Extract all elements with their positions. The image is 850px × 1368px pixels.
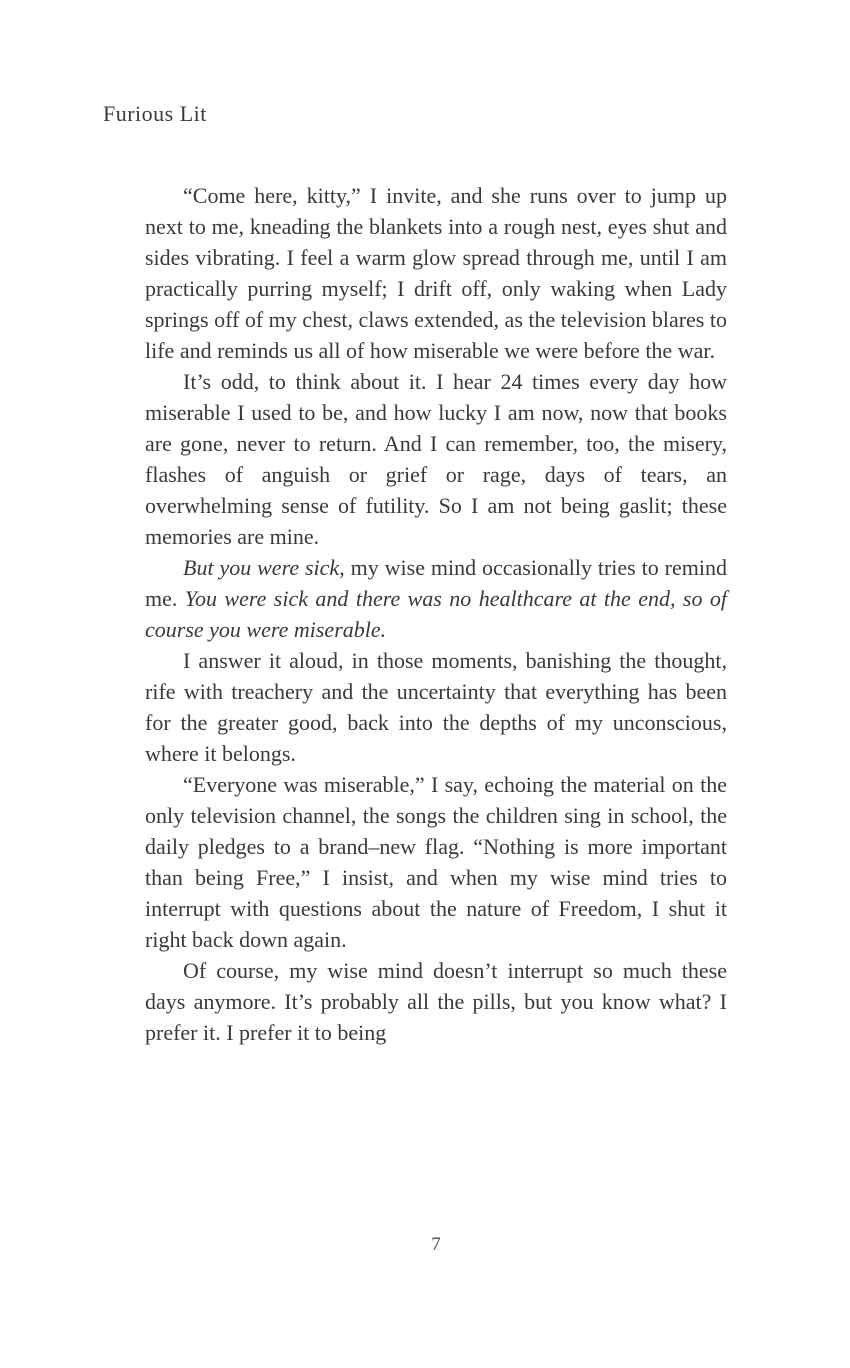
paragraph [145, 645, 727, 769]
paragraph-text: , my wise mind occasionally tries to remind me. [145, 555, 727, 611]
paragraph [145, 955, 727, 1048]
paragraph-text: “Come here, kitty,” I invite, and she runs over to jump up next to me, kneading the blankets into a rough nest, eyes shut and sides vibrating. I feel a warm glow spread through me, until I am practically purring myself; I drift off, only waking when Lady springs off of my chest, claws extended, as the television blares to life and reminds us all of how miserable we were before the war. [145, 183, 727, 363]
body-text [145, 180, 727, 1048]
paragraph [145, 552, 727, 645]
paragraph-text: It’s odd, to think about it. I hear 24 times every day how miserable I used to be, and how lucky I am now, now that books are gone, never to return. And I can remember, too, the misery, flashes of anguish or grief or rage, days of tears, an overwhelming sense of futility. So I am not being gaslit; these memories are mine. [145, 369, 727, 549]
paragraph-text: Of course, my wise mind doesn’t interrupt so much these days anymore. It’s probably all the pills, but you know what? I prefer it. I prefer it to being [145, 958, 727, 1045]
paragraph [145, 180, 727, 366]
paragraph-text-italic: You were sick and there was no healthcare at the end, so of course you were miserable. [145, 586, 727, 642]
paragraph-text-italic: But you were sick [183, 555, 340, 580]
paragraph [145, 366, 727, 552]
running-header: Furious Lit [103, 101, 207, 126]
page-number: 7 [431, 1234, 441, 1255]
paragraph [145, 769, 727, 955]
paragraph-text: I answer it aloud, in those moments, banishing the thought, rife with treachery and the uncertainty that everything has been for the greater good, back into the depths of my unconscious, where it belongs. [145, 648, 727, 766]
paragraph-text: “Everyone was miserable,” I say, echoing the material on the only television channel, the songs the children sing in school, the daily pledges to a brand–new flag. “Nothing is more important than being Free,” I insist, and when my wise mind tries to interrupt with questions about the nature of Freedom, I shut it right back down again. [145, 772, 727, 952]
